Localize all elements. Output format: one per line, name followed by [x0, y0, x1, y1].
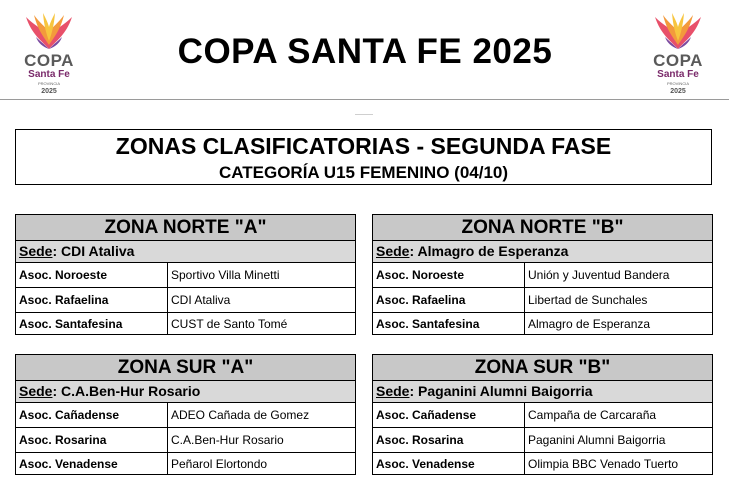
asociacion-cell: Asoc. Santafesina — [373, 313, 525, 334]
club-cell: Sportivo Villa Minetti — [171, 268, 280, 282]
logo-year: 2025 — [41, 88, 57, 95]
club-cell: Peñarol Elortondo — [171, 456, 268, 471]
club-cell: CUST de Santo Tomé — [171, 316, 288, 331]
club-cell: Paganini Alumni Baigorria — [528, 433, 666, 447]
zone-table — [15, 354, 356, 475]
table-row — [16, 453, 355, 474]
sede-label: Sede — [19, 383, 53, 399]
zone-title: ZONA SUR "A" — [16, 355, 355, 381]
asociacion-cell: Asoc. Cañadense — [373, 403, 525, 427]
asociacion-cell: Asoc. Noroeste — [373, 263, 525, 287]
flame-icon — [651, 11, 705, 51]
asociacion-cell: Asoc. Rafaelina — [373, 288, 525, 312]
small-divider — [355, 114, 373, 115]
asociacion-cell: Asoc. Cañadense — [16, 403, 168, 427]
sede-value: : Almagro de Esperanza — [409, 243, 569, 259]
zone-sede — [373, 241, 712, 263]
club-cell: Almagro de Esperanza — [528, 316, 651, 331]
table-row — [373, 288, 712, 313]
table-row — [373, 453, 712, 474]
asociacion-cell: Asoc. Venadense — [373, 453, 525, 474]
copa-logo-left — [14, 11, 84, 101]
copa-logo-right — [643, 11, 713, 101]
table-row — [373, 428, 712, 453]
club-cell: Olimpia BBC Venado Tuerto — [528, 456, 679, 471]
zone-sede — [373, 381, 712, 403]
header-divider — [0, 99, 729, 100]
sede-value: : C.A.Ben-Hur Rosario — [52, 383, 201, 399]
zone-title: ZONA NORTE "B" — [373, 215, 712, 241]
asociacion-cell: Asoc. Santafesina — [16, 313, 168, 334]
asociacion-cell: Asoc. Rafaelina — [16, 288, 168, 312]
sede-label: Sede — [376, 243, 410, 259]
logo-place: Santa Fe — [657, 69, 699, 80]
sede-label: Sede — [376, 383, 410, 399]
table-row — [373, 313, 712, 334]
logo-year: 2025 — [670, 88, 686, 95]
zone-sede — [16, 241, 355, 263]
table-row — [16, 313, 355, 334]
zone-sede — [16, 381, 355, 403]
table-row — [373, 403, 712, 428]
table-row — [16, 263, 355, 288]
heading-box — [15, 129, 712, 185]
logo-word: COPA — [653, 51, 703, 70]
club-cell: CDI Ataliva — [171, 293, 231, 307]
zone-title: ZONA SUR "B" — [373, 355, 712, 381]
zone-table — [372, 354, 713, 475]
logo-word: COPA — [24, 51, 74, 70]
zone-table — [372, 214, 713, 335]
table-row — [16, 403, 355, 428]
club-cell: Campaña de Carcaraña — [528, 408, 657, 422]
sede-label: Sede — [19, 243, 53, 259]
asociacion-cell: Asoc. Venadense — [16, 453, 168, 474]
club-cell: Unión y Juventud Bandera — [528, 268, 670, 282]
logo-province: PROVINCIA — [37, 81, 60, 86]
club-cell: C.A.Ben-Hur Rosario — [171, 433, 284, 447]
sede-value: : Paganini Alumni Baigorria — [409, 383, 593, 399]
flame-icon — [22, 11, 76, 51]
asociacion-cell: Asoc. Noroeste — [16, 263, 168, 287]
table-row — [16, 428, 355, 453]
club-cell: ADEO Cañada de Gomez — [171, 408, 310, 422]
zone-title: ZONA NORTE "A" — [16, 215, 355, 241]
asociacion-cell: Asoc. Rosarina — [373, 428, 525, 452]
category-title: CATEGORÍA U15 FEMENINO (04/10) — [218, 163, 509, 182]
zone-table — [15, 214, 356, 335]
asociacion-cell: Asoc. Rosarina — [16, 428, 168, 452]
logo-place: Santa Fe — [28, 69, 70, 80]
club-cell: Libertad de Sunchales — [528, 293, 648, 307]
logo-province: PROVINCIA — [666, 81, 689, 86]
phase-title: ZONAS CLASIFICATORIAS - SEGUNDA FASE — [115, 133, 612, 159]
sede-value: : CDI Ataliva — [52, 243, 135, 259]
page-title: COPA SANTA FE 2025 — [177, 32, 553, 71]
table-row — [373, 263, 712, 288]
table-row — [16, 288, 355, 313]
